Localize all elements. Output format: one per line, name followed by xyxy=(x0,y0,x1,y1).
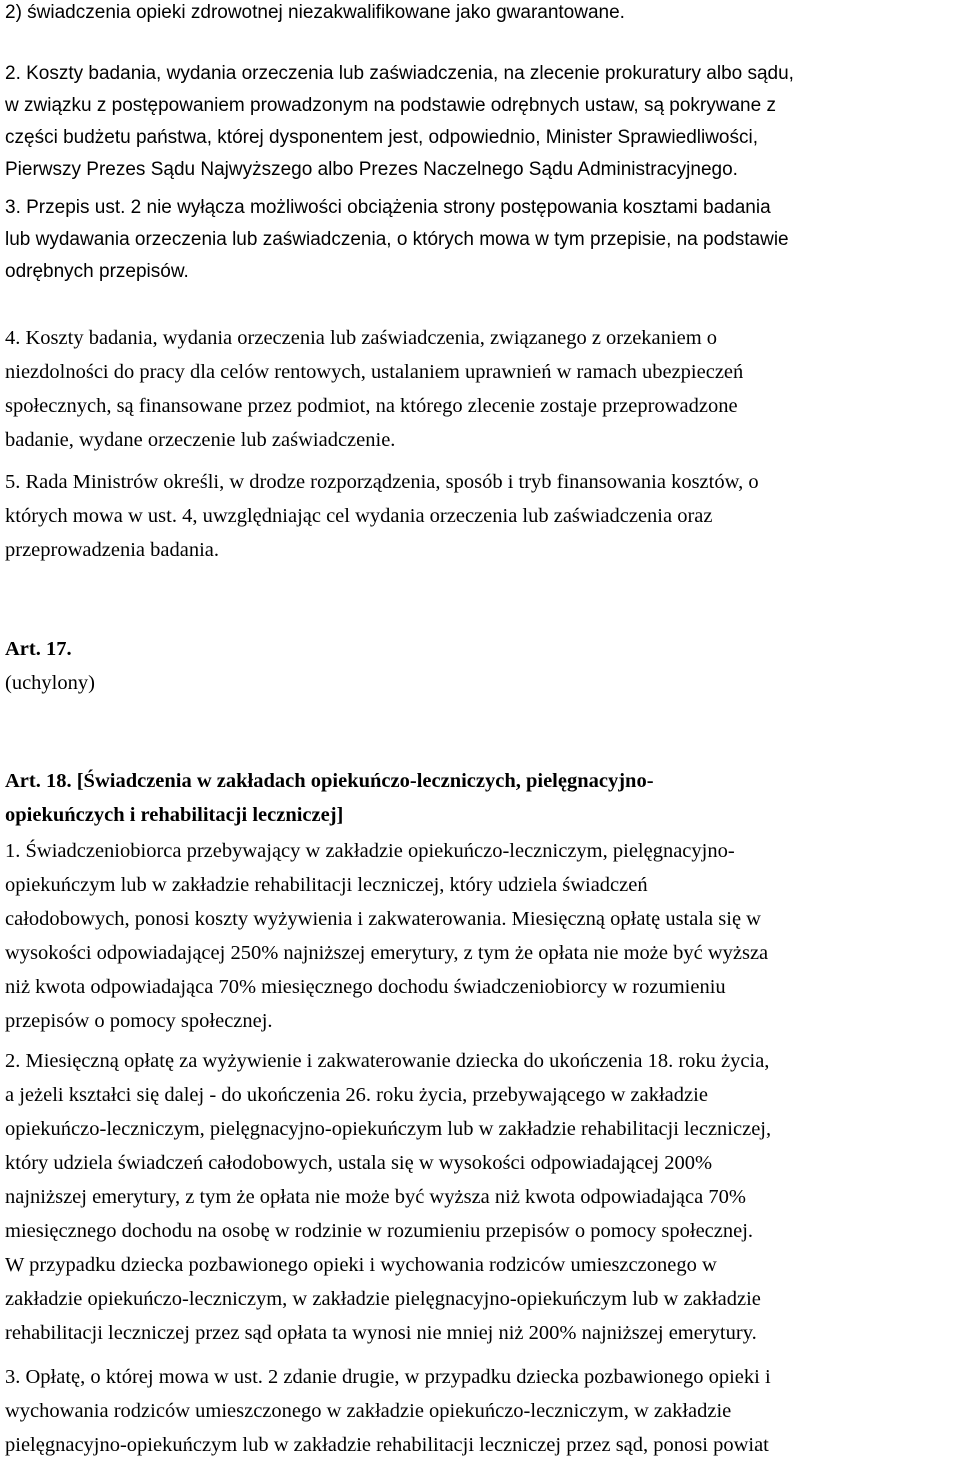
text-line: Pierwszy Prezes Sądu Najwyższego albo Prezes Naczelnego Sądu Administracyjnego. xyxy=(5,159,738,180)
text-line: wychowania rodziców umieszczonego w zakładzie opiekuńczo-leczniczym, w zakładzie xyxy=(5,1400,732,1422)
text-line: niezdolności do pracy dla celów rentowych, ustalaniem uprawnień w ramach ubezpieczeń xyxy=(5,361,744,383)
text-line: 2. Koszty badania, wydania orzeczenia lub zaświadczenia, na zlecenie prokuratury albo sądu, xyxy=(5,63,794,84)
text-line: niż kwota odpowiadająca 70% miesięcznego dochodu świadczeniobiorcy w rozumieniu xyxy=(5,976,726,998)
text-line: przepisów o pomocy społecznej. xyxy=(5,1010,273,1032)
text-line: W przypadku dziecka pozbawionego opieki i wychowania rodziców umieszczonego w xyxy=(5,1254,717,1276)
text-line: 4. Koszty badania, wydania orzeczenia lub zaświadczenia, związanego z orzekaniem o xyxy=(5,327,718,349)
text-line: najniższej emerytury, z tym że opłata nie może być wyższa niż kwota odpowiadająca 70% xyxy=(5,1186,746,1208)
text-line: których mowa w ust. 4, uwzględniając cel wydania orzeczenia lub zaświadczenia oraz xyxy=(5,505,713,527)
text-line: 1. Świadczeniobiorca przebywający w zakładzie opiekuńczo-leczniczym, pielęgnacyjno- xyxy=(5,840,735,862)
text-line: zakładzie opiekuńczo-leczniczym, w zakładzie pielęgnacyjno-opiekuńczym lub w zakładzie xyxy=(5,1288,761,1310)
text-line: w związku z postępowaniem prowadzonym na podstawie odrębnych ustaw, są pokrywane z xyxy=(5,95,776,116)
text-line: badanie, wydane orzeczenie lub zaświadczenie. xyxy=(5,429,396,451)
article-heading: opiekuńczych i rehabilitacji leczniczej] xyxy=(5,804,344,826)
text-line: przeprowadzenia badania. xyxy=(5,539,219,561)
text-line: 5. Rada Ministrów określi, w drodze rozporządzenia, sposób i tryb finansowania kosztów, o xyxy=(5,471,759,493)
text-line: miesięcznego dochodu na osobę w rodzinie w rozumieniu przepisów o pomocy społecznej. xyxy=(5,1220,754,1242)
text-line: wysokości odpowiadającej 250% najniższej emerytury, z tym że opłata nie może być wyższa xyxy=(5,942,769,964)
text-line: 2) świadczenia opieki zdrowotnej niezakwalifikowane jako gwarantowane. xyxy=(5,2,625,23)
text-line: (uchylony) xyxy=(5,672,95,694)
text-line: opiekuńczo-leczniczym, pielęgnacyjno-opiekuńczym lub w zakładzie rehabilitacji leczniczej, xyxy=(5,1118,772,1140)
text-line: 3. Opłatę, o której mowa w ust. 2 zdanie drugie, w przypadku dziecka pozbawionego opieki i xyxy=(5,1366,771,1388)
text-line: 2. Miesięczną opłatę za wyżywienie i zakwaterowanie dziecka do ukończenia 18. roku życia, xyxy=(5,1050,770,1072)
text-line: opiekuńczym lub w zakładzie rehabilitacji leczniczej, który udziela świadczeń xyxy=(5,874,648,896)
article-heading: Art. 18. [Świadczenia w zakładach opiekuńczo-leczniczych, pielęgnacyjno- xyxy=(5,770,654,792)
text-line: a jeżeli kształci się dalej - do ukończenia 26. roku życia, przebywającego w zakładzie xyxy=(5,1084,708,1106)
text-line: rehabilitacji leczniczej przez sąd opłata ta wynosi nie mniej niż 200% najniższej emerytury. xyxy=(5,1322,757,1344)
text-line: części budżetu państwa, której dysponentem jest, odpowiednio, Minister Sprawiedliwości, xyxy=(5,127,758,148)
text-line: całodobowych, ponosi koszty wyżywienia i zakwaterowania. Miesięczną opłatę ustala się w xyxy=(5,908,761,930)
text-line: pielęgnacyjno-opiekuńczym lub w zakładzie rehabilitacji leczniczej przez sąd, ponosi powiat xyxy=(5,1434,769,1456)
text-line: odrębnych przepisów. xyxy=(5,261,189,282)
article-heading: Art. 17. xyxy=(5,638,72,660)
text-line: 3. Przepis ust. 2 nie wyłącza możliwości obciążenia strony postępowania kosztami badania xyxy=(5,197,771,218)
text-line: społecznych, są finansowane przez podmiot, na którego zlecenie zostaje przeprowadzone xyxy=(5,395,738,417)
text-line: lub wydawania orzeczenia lub zaświadczenia, o których mowa w tym przepisie, na podstawie xyxy=(5,229,789,250)
text-line: który udziela świadczeń całodobowych, ustala się w wysokości odpowiadającej 200% xyxy=(5,1152,713,1174)
